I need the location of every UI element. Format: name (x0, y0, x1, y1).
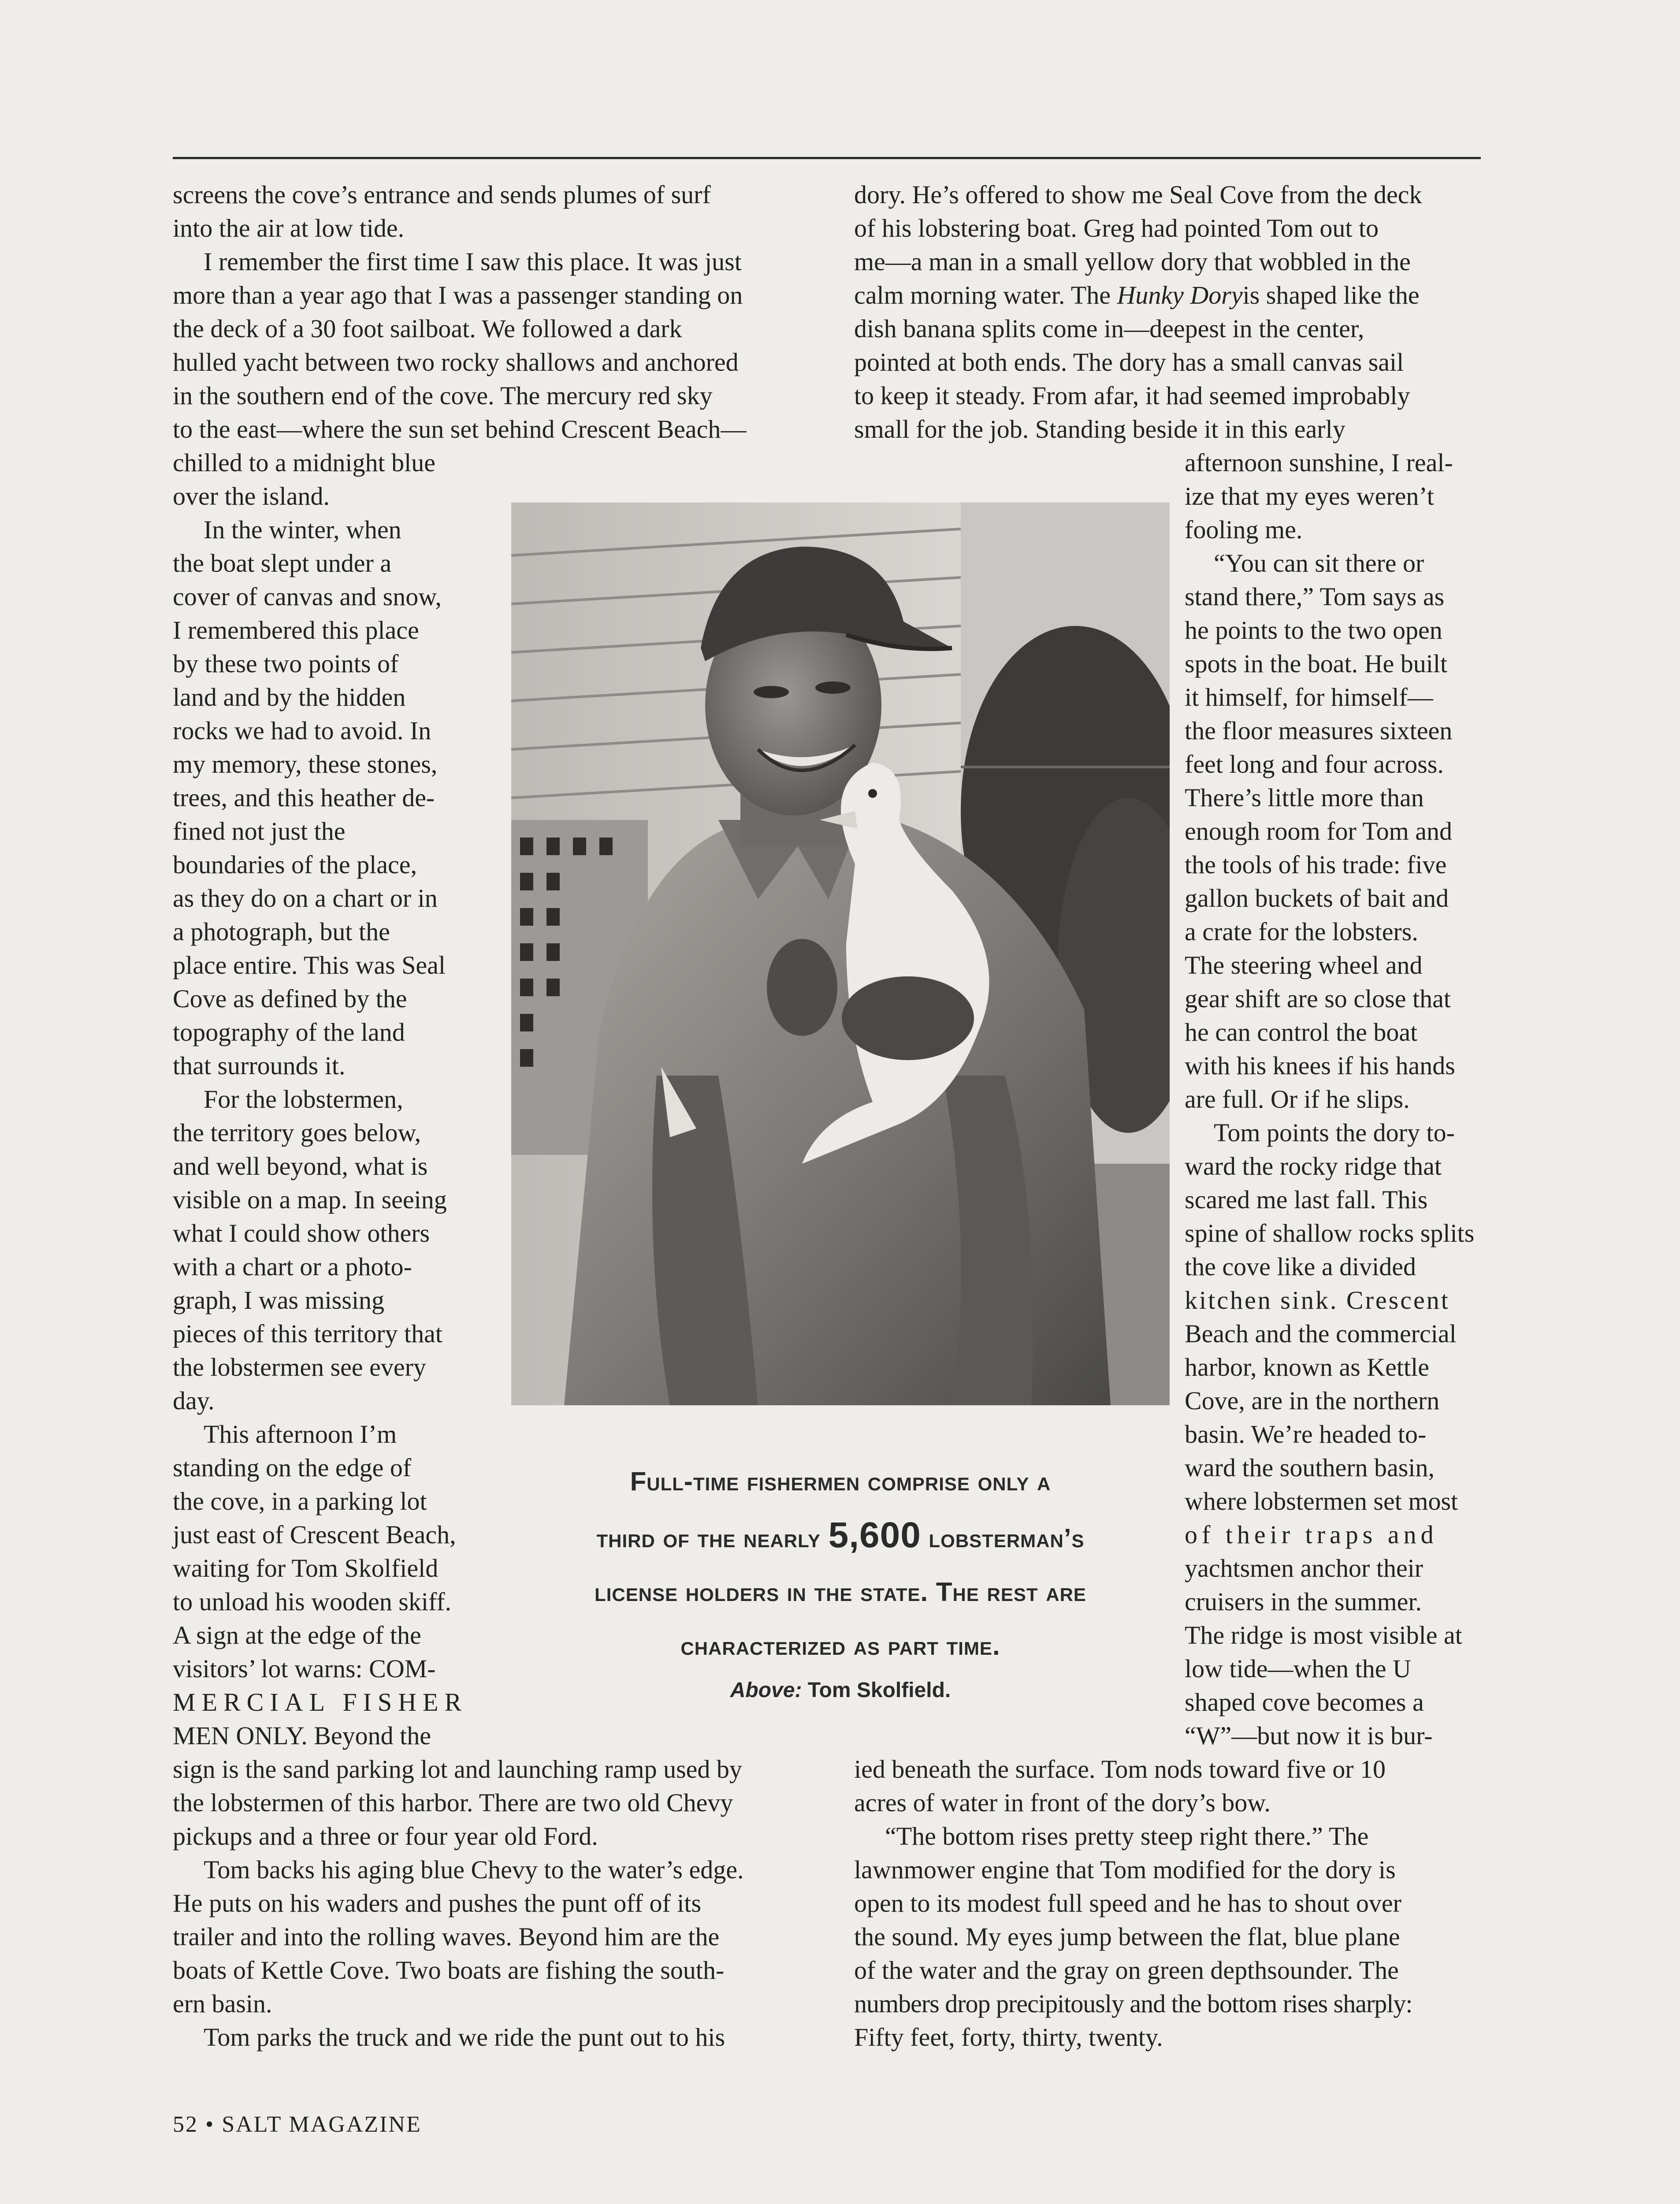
text-line: enough room for Tom and (1185, 817, 1452, 845)
text-line: afternoon sunshine, I real- (1185, 448, 1453, 477)
text-line: A sign at the edge of the (173, 1621, 421, 1649)
text-line: graph, I was missing (173, 1286, 385, 1314)
text-line: are full. Or if he slips. (1185, 1085, 1410, 1113)
text-line: low tide—when the U (1185, 1654, 1411, 1683)
text-line: rocks we had to avoid. In (173, 716, 431, 745)
text-line: boundaries of the place, (173, 850, 417, 879)
text-line: it himself, for himself— (1185, 683, 1433, 711)
caption-number: 5,600 (828, 1515, 921, 1555)
text-line: of the water and the gray on green depthsounder. The (854, 1956, 1399, 1984)
text-line: as they do on a chart or in (173, 884, 438, 912)
text-line: the boat slept under a (173, 549, 392, 577)
caption-text: lobsterman’s (921, 1523, 1085, 1553)
text-line: visitors’ lot warns: COM- (173, 1654, 436, 1683)
text-line: of his lobstering boat. Greg had pointed Tom out to (854, 214, 1379, 242)
text-line: hulled yacht between two rocky shallows and anchored (173, 348, 739, 376)
text-line: Fifty feet, forty, thirty, twenty. (854, 2023, 1163, 2051)
text-line: spine of shallow rocks splits (1185, 1219, 1475, 1247)
text-line: Beach and the commercial (1185, 1319, 1457, 1348)
text-line: “The bottom rises pretty steep right there.” The (885, 1822, 1369, 1850)
text-line: The ridge is most visible at (1185, 1621, 1462, 1649)
text-line: acres of water in front of the dory’s bow. (854, 1788, 1271, 1817)
text-line: standing on the edge of (173, 1453, 412, 1482)
text-line: sign is the sand parking lot and launching ramp used by (173, 1755, 742, 1783)
text-line: gallon buckets of bait and (1185, 884, 1449, 912)
text-line: to unload his wooden skiff. (173, 1587, 452, 1616)
text-line: to keep it steady. From afar, it had seemed improbably (854, 381, 1410, 410)
text-line: Cove as defined by the (173, 984, 407, 1013)
text-line: with his knees if his hands (1185, 1051, 1455, 1080)
text-line: gear shift are so close that (1185, 984, 1451, 1013)
text-line: visible on a map. In seeing (173, 1185, 447, 1214)
photo-illustration (511, 503, 1170, 1405)
text-line: small for the job. Standing beside it in this early (854, 415, 1345, 443)
text-line: scared me last fall. This (1185, 1185, 1428, 1214)
text-line: MERCIAL FISHER (173, 1688, 468, 1716)
text-line: day. (173, 1386, 215, 1415)
text-line: a crate for the lobsters. (1185, 917, 1418, 946)
text-line: boats of Kettle Cove. Two boats are fishing the south- (173, 1956, 725, 1984)
text-line: the cove like a divided (1185, 1252, 1416, 1281)
caption-line: characterized as part time. (680, 1631, 1000, 1660)
text-line: chilled to a midnight blue (173, 448, 436, 477)
text-line: with a chart or a photo- (173, 1252, 412, 1281)
text-line: fooling me. (1185, 515, 1303, 544)
text-line: For the lobstermen, (204, 1085, 403, 1113)
text-line: kitchen sink. Crescent (1185, 1286, 1450, 1314)
text-line: Cove, are in the northern (1185, 1386, 1440, 1415)
text-line: fined not just the (173, 817, 346, 845)
text-line: over the island. (173, 482, 330, 510)
text-line: pointed at both ends. The dory has a small canvas sail (854, 348, 1404, 376)
text-line: more than a year ago that I was a passenger standing on (173, 281, 743, 309)
text-line: ize that my eyes weren’t (1185, 482, 1434, 510)
text-line: basin. We’re headed to- (1185, 1420, 1427, 1448)
text-line: The steering wheel and (1185, 951, 1423, 979)
text-line: my memory, these stones, (173, 750, 438, 778)
text-line: screens the cove’s entrance and sends plumes of surf (173, 180, 711, 209)
text-line: the cove, in a parking lot (173, 1487, 427, 1515)
text-line: dish banana splits come in—deepest in the center, (854, 314, 1364, 343)
text-line: that surrounds it. (173, 1051, 346, 1080)
text-line: place entire. This was Seal (173, 951, 446, 979)
text-line: ward the southern basin, (1185, 1453, 1435, 1482)
text-line: where lobstermen set most (1185, 1487, 1458, 1515)
caption-line: license holders in the state. The rest are (595, 1577, 1086, 1607)
boat-name: Hunky Dory (1117, 281, 1243, 309)
text-line: and well beyond, what is (173, 1152, 428, 1180)
text-line: yachtsmen anchor their (1185, 1554, 1424, 1582)
text-line: stand there,” Tom says as (1185, 582, 1445, 611)
caption-line: Full-time fishermen comprise only a (630, 1467, 1051, 1496)
text-line: open to its modest full speed and he has to shout over (854, 1889, 1401, 1917)
photo-credit (511, 1673, 1170, 1708)
text-line: I remember the first time I saw this place. It was just (204, 247, 742, 276)
page-footer: 52 • SALT MAGAZINE (173, 2112, 422, 2137)
text-line: shaped cove becomes a (1185, 1688, 1424, 1716)
text-line: trailer and into the rolling waves. Beyond him are the (173, 1922, 720, 1951)
text-line: me—a man in a small yellow dory that wobbled in the (854, 247, 1411, 276)
text-line: waiting for Tom Skolfield (173, 1554, 439, 1582)
text-line: harbor, known as Kettle (1185, 1353, 1429, 1381)
text-line: to the east—where the sun set behind Crescent Beach— (173, 415, 747, 443)
text-line: into the air at low tide. (173, 214, 405, 242)
text-line: he can control the boat (1185, 1018, 1418, 1046)
text-line: He puts on his waders and pushes the punt off of its (173, 1889, 702, 1917)
credit-name: Tom Skolfield. (802, 1679, 951, 1702)
text-line: numbers drop precipitously and the bottom rises sharply: (854, 1989, 1412, 2018)
text-line: a photograph, but the (173, 917, 390, 946)
photo-fisherman-with-duck (511, 503, 1170, 1405)
text-line: pickups and a three or four year old Ford. (173, 1822, 598, 1850)
text-line: land and by the hidden (173, 683, 406, 711)
text-line: I remembered this place (173, 616, 419, 644)
text-line: feet long and four across. (1185, 750, 1444, 778)
text-line: lawnmower engine that Tom modified for the dory is (854, 1855, 1396, 1884)
text-line: There’s little more than (1185, 783, 1424, 812)
text-line: MEN ONLY. Beyond the (173, 1721, 431, 1750)
text-line: by these two points of (173, 649, 399, 678)
text-line: the lobstermen see every (173, 1353, 426, 1381)
text-line: cruisers in the summer. (1185, 1587, 1422, 1616)
text-line: ward the rocky ridge that (1185, 1152, 1442, 1180)
text-line: just east of Crescent Beach, (173, 1520, 456, 1549)
text-span: is shaped like the (1242, 281, 1420, 309)
text-line: trees, and this heather de- (173, 783, 435, 812)
text-line: topography of the land (173, 1018, 405, 1046)
text-line: pieces of this territory that (173, 1319, 443, 1348)
text-line: This afternoon I’m (204, 1420, 397, 1448)
text-line: the territory goes below, (173, 1118, 421, 1147)
text-line: the tools of his trade: five (1185, 850, 1447, 879)
text-line: dory. He’s offered to show me Seal Cove from the deck (854, 180, 1422, 209)
credit-label: Above: (730, 1679, 802, 1702)
text-line: the deck of a 30 foot sailboat. We followed a dark (173, 314, 682, 343)
caption-text: third of the nearly (596, 1523, 829, 1553)
text-line: the lobstermen of this harbor. There are two old Chevy (173, 1788, 733, 1817)
text-line: what I could show others (173, 1219, 430, 1247)
text-line: Tom points the dory to- (1214, 1118, 1455, 1147)
text-line: ern basin. (173, 1989, 272, 2018)
text-line: spots in the boat. He built (1185, 649, 1448, 678)
text-line: In the winter, when (204, 515, 401, 544)
text-line: Tom backs his aging blue Chevy to the water’s edge. (204, 1855, 744, 1884)
text-line: “W”—but now it is bur- (1185, 1721, 1433, 1750)
text-line: Tom parks the truck and we ride the punt out to his (204, 2023, 725, 2051)
text-line (854, 279, 1420, 312)
text-line: he points to the two open (1185, 616, 1442, 644)
text-line: the floor measures sixteen (1185, 716, 1453, 745)
text-line: ied beneath the surface. Tom nods toward five or 10 (854, 1755, 1386, 1783)
text-line: the sound. My eyes jump between the flat, blue plane (854, 1922, 1400, 1951)
text-span: calm morning water. The (854, 281, 1111, 309)
text-line: in the southern end of the cove. The mercury red sky (173, 381, 713, 410)
caption-line (511, 1508, 1170, 1565)
text-line: of their traps and (1185, 1520, 1438, 1549)
top-rule (173, 157, 1481, 159)
photo-caption (511, 1455, 1170, 1708)
text-line: cover of canvas and snow, (173, 582, 442, 611)
text-line: “You can sit there or (1214, 549, 1424, 577)
